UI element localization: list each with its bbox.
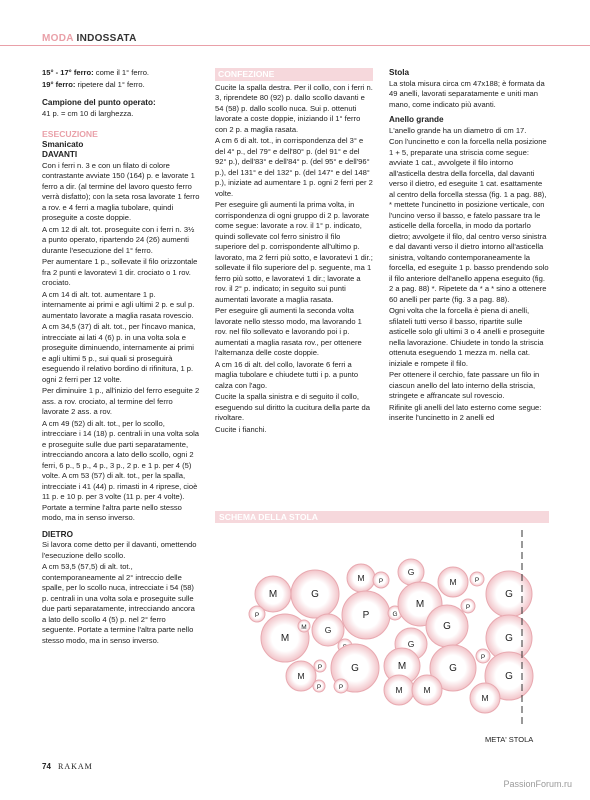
- row-text: come il 1° ferro.: [93, 68, 150, 77]
- ring-label: G: [351, 663, 359, 674]
- ring-label: M: [423, 685, 431, 695]
- ring-g: [426, 604, 471, 647]
- ring-label: M: [395, 685, 403, 695]
- dietro-paragraph: Si lavora come detto per il davanti, omettendo l'esecuzione dello scollo.: [42, 540, 197, 560]
- anello-paragraph: Per ottenere il cerchio, fate passare un filo in ciascun anello del lato interno della striscia, stringete e affrancate sul rovescio.: [389, 370, 540, 400]
- confezione-paragraph: A cm 6 di alt. tot., in corrispondenza del 3° e del 4° p., del 79° e dell'80° p. (del 91° e del 92° p.), dell'83° e dell'84° p. (del 95° e dell'96° p.), del 131° e del 132° p. (del 147° e del 148° p.), iniziate ad aumentare 1 p. ogni 2 ferri per 2 volte.: [215, 136, 373, 198]
- confezione-paragraph: Cucite la spalla destra. Per il collo, con i ferri n. 3, riprendete 80 (92) p. dallo scollo davanti e 54 (58) p. dallo scollo nuca. Sui p. ottenuti lavorate a coste doppie, iniziando il 1° ferro con 2 p. a maglia rasata.: [215, 82, 373, 134]
- confezione-text: [215, 83, 373, 436]
- ring-label: G: [505, 633, 513, 644]
- anello-text: [389, 126, 549, 424]
- dietro-heading: DIETRO: [42, 529, 73, 539]
- ring-m: [438, 567, 468, 597]
- davanti-text: [42, 161, 200, 524]
- ring-m: [384, 675, 414, 705]
- campione-title: Campione del punto operato:: [42, 98, 156, 107]
- ring-p: [342, 591, 390, 639]
- ring-label: P: [317, 664, 323, 671]
- confezione-paragraph: A cm 16 di alt. del collo, lavorate 6 ferri a maglia tubolare e chiudete tutti i p. a punto calza con l'ago.: [215, 359, 359, 390]
- anello-paragraph: L'anello grande ha un diametro di cm 17.: [389, 125, 527, 135]
- ring-m: [286, 661, 316, 691]
- confezione-paragraph: Per eseguire gli aumenti la prima volta, in corrispondenza di ogni gruppo di 2 p. lavorate come segue: lavorate a rov. il 1° p. indicato, quindi sollevate col ferro sinistro il filo superiore del p. corrispondente all'ultimo p. lavorato, ma 2 ferri più sotto, e lavoratevi 1 dir.; sollevate il filo superiore del p. seguente, ma 1 ferro più sotto, e lavoratevi 1 dir.; lavorate a rov. il 2° p. indicato; in seguito sui punti aumentati lavorate a maglia rasata.: [215, 200, 373, 304]
- ring-label: P: [474, 577, 480, 584]
- anello-paragraph: Ogni volta che la forcella è piena di anelli, sfilateli tutti verso il basso, ripartite sulle asticelle solo gli ultimi 3 o 4 anelli e proseguite nella lavorazione. Chiudete in tondo la striscia ottenuta eseguendo 1 mezza m. nella cat. iniziale e rompete il filo.: [389, 306, 545, 368]
- ring-g: [312, 614, 344, 646]
- anello-heading: Anello grande: [389, 115, 444, 124]
- ring-label: G: [407, 567, 415, 577]
- column-3: [389, 68, 549, 425]
- davanti-paragraph: Per diminuire 1 p., all'inizio del ferro eseguite 2 ass. a rov. crociato, al termine del ferro lavorate 2 ass. a rov.: [42, 386, 200, 416]
- ring-label: M: [449, 577, 457, 587]
- confezione-heading: CONFEZIONE: [215, 68, 373, 81]
- column-1: [42, 68, 200, 647]
- davanti-paragraph: A cm 14 di alt. tot. aumentare 1 p. internamente ai primi e agli ultimi 2 p. e sul p. aumentato lavorate a maglia rasata rovescio.: [42, 289, 195, 320]
- davanti-paragraph: A cm 49 (52) di alt. tot., per lo scollo, intrecciare i 14 (18) p. centrali in una volta sola e proseguite sulle due parti separatamente, intrecciando ancora a lato dello scollo, ogni 2 ferri, 6 p., 5 p., 4 p., 3 p., 2 p. e 1 p. per 4 (5) volte. A cm 53 (57) di alt. tot., per la spalla, intrecciate i 41 (44) p. rimasti in 4 riprese, cioè 11 p. e 10 p. per 3 volte (11 p. per 4 volte). Portate a termine l'altra parte nello stesso modo, ma in senso inverso.: [42, 418, 200, 522]
- ring-label: P: [378, 578, 384, 585]
- ring-p: [373, 572, 389, 588]
- ring-label: G: [449, 663, 457, 674]
- davanti-paragraph: Per aumentare 1 p., sollevate il filo orizzontale fra 2 punti e lavoratevi 1 dir. crociato o 1 rov. crociato.: [42, 257, 198, 287]
- ring-p: [470, 572, 484, 586]
- page-header: [42, 33, 137, 44]
- ring-label: P: [254, 612, 260, 619]
- ring-label: G: [505, 671, 513, 682]
- ring-label: M: [297, 671, 305, 681]
- ring-label: M: [415, 599, 425, 610]
- meta-stola-label: META' STOLA: [485, 735, 534, 744]
- confezione-paragraph: Per eseguire gli aumenti la seconda volta lavorate nello stesso modo, ma lavorando 1 rov. nel filo sollevato e lavorando poi i p. aumentati a maglia rasata rov., per ottenere l'alternanza delle coste doppie.: [215, 306, 362, 357]
- dietro-text: [42, 540, 200, 646]
- ring-label: P: [362, 610, 370, 621]
- ring-label: P: [465, 604, 471, 611]
- davanti-paragraph: A cm 34,5 (37) di alt. tot., per l'incavo manica, intrecciate ai lati 4 (6) p. in una volta sola e proseguite diminuendo, internamente ai primi e agli ultimi 5 p., sui quali si proseguirà eseguendo il relativo bordino di rifinitura, 1 p. ogni 2 ferri per 12 volte.: [42, 322, 196, 384]
- ring-label: G: [505, 589, 513, 600]
- ring-label: M: [357, 573, 365, 583]
- ring-label: G: [311, 589, 319, 600]
- dietro-paragraph: A cm 53,5 (57,5) di alt. tot., contemporaneamente al 2° intreccio delle spalle, per lo scollo nuca, intrecciate i 54 (58) p. centrali in una volta sola e proseguite sulle due parti separatamente, intrecciando ancora a lato dello scollo 4 (5) p. nel 2° ferro seguente. Portate a termine l'altra parte nello stesso modo, ma in senso inverso.: [42, 562, 195, 645]
- davanti-paragraph: Con i ferri n. 3 e con un filato di colore contrastante avviate 150 (164) p. e lavorate 1 ferro a dir. (al termine del lavoro questo ferro verrà disfatto); con la seta rosa lavorate 1 ferro a rov. e 4 ferri a maglia tubolare, quindi proseguite a coste doppie.: [42, 160, 200, 222]
- row-label: 19° ferro:: [42, 79, 76, 89]
- ring-g: [486, 571, 532, 617]
- ring-label: M: [301, 624, 307, 631]
- ring-label: M: [280, 633, 290, 644]
- page-number: 74: [42, 762, 51, 771]
- ring-label: M: [268, 589, 278, 600]
- confezione-paragraph: Cucite la spalla sinistra e di seguito il collo, eseguendo sul diritto la cucitura della parte da rivoltare.: [215, 392, 370, 422]
- watermark: PassionForum.ru: [503, 779, 572, 789]
- campione-text: 41 p. = cm 10 di larghezza.: [42, 108, 134, 118]
- ring-m: [412, 675, 442, 705]
- ring-label: M: [481, 693, 489, 703]
- header-divider: [0, 45, 590, 46]
- ring-m: [347, 564, 375, 592]
- ring-m: [298, 620, 310, 632]
- ring-p: [461, 599, 475, 613]
- stola-schema-diagram: [215, 526, 549, 751]
- confezione-paragraph: Cucite i fianchi.: [215, 424, 267, 434]
- ring-g: [398, 559, 424, 585]
- ring-p: [314, 660, 326, 672]
- ring-label: G: [443, 621, 451, 632]
- subsection-label: INDOSSATA: [76, 33, 137, 44]
- row-label: 15° - 17° ferro:: [42, 68, 94, 77]
- smanicato-heading: Smanicato: [42, 139, 84, 149]
- stola-heading: Stola: [389, 68, 410, 77]
- stola-text: La stola misura circa cm 47x188; è formata da 49 anelli, lavorati separatamente e uniti man mano, come indicato più avanti.: [389, 78, 545, 109]
- esecuzione-heading: ESECUZIONE: [42, 129, 98, 139]
- magazine-brand: RAKAM: [58, 762, 93, 771]
- ring-label: P: [480, 654, 486, 661]
- ring-g: [291, 570, 339, 618]
- ring-p: [249, 606, 265, 622]
- row-15-17: [42, 68, 200, 79]
- row-text: ripetere dal 1° ferro.: [75, 79, 145, 89]
- ring-label: M: [397, 661, 407, 672]
- section-label: MODA: [42, 33, 74, 44]
- ring-label: G: [324, 625, 332, 635]
- column-2: [215, 68, 373, 436]
- anello-paragraph: Con l'uncinetto e con la forcella nella posizione 1 + 5, preparate una striscia come segue: avviate 1 cat., avvolgete il filo intorno all'asticella destra della forcella, dal davanti verso il dietro, ed eseguite 1 cat. esattamente al centro della forcella stessa (fig. 1 a pag. 88), * mettete l'uncinetto in posizione verticale, con l'uncino verso il basso, e fatelo passare tra le asticelle della forcella, in modo da portarlo dietro; avvolgete il filo, dal centro verso sinistra e dal davanti verso il dietro intorno all'asticella sinistra, voltando contemporaneamente la forcella, ed eseguite 1 p. basso prendendo solo il filo anteriore dell'anello appena eseguito (fig. 2 a pag. 88) *. Ripetete da * a * sino a ottenere 60 anelli per parte (fig. 3 a pag. 88).: [389, 137, 549, 304]
- ring-label: P: [316, 684, 322, 691]
- ring-label: G: [392, 611, 398, 618]
- row-19: [42, 80, 200, 91]
- ring-label: P: [338, 684, 344, 691]
- ring-p: [334, 679, 348, 693]
- ring-label: G: [407, 639, 415, 649]
- anello-paragraph: Rifinite gli anelli del lato esterno come segue: inserite l'uncinetto in 2 anelli ed: [389, 402, 542, 422]
- ring-m: [470, 683, 500, 713]
- davanti-heading: DAVANTI: [42, 150, 78, 159]
- ring-p: [313, 680, 325, 692]
- ring-p: [476, 649, 490, 663]
- schema-title: SCHEMA DELLA STOLA: [219, 512, 318, 522]
- davanti-paragraph: A cm 12 di alt. tot. proseguite con i ferri n. 3½ a punto operato, ripartendo 24 (26) aumenti durante l'esecuzione del 1° ferro.: [42, 224, 195, 255]
